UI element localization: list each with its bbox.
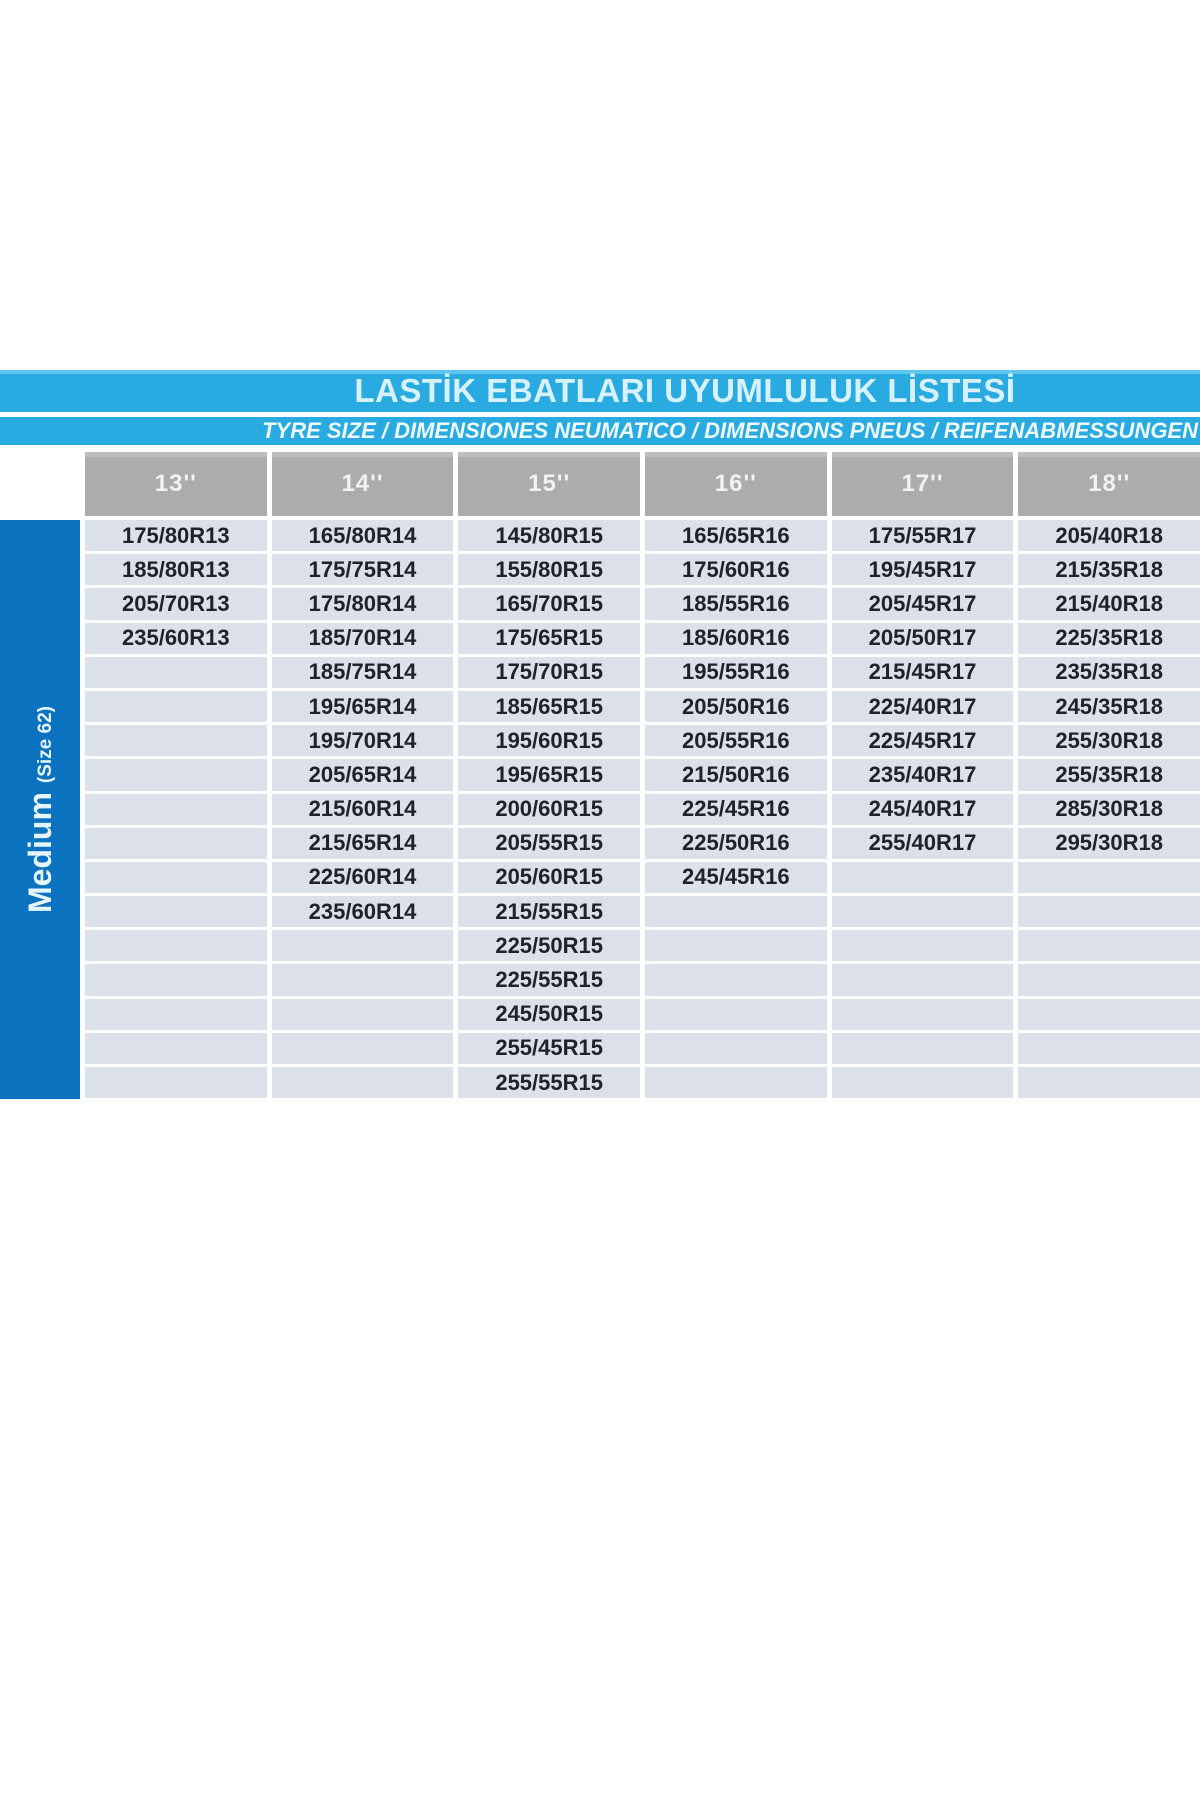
tire-size-cell: 165/65R16 xyxy=(645,520,827,551)
tire-size-cell xyxy=(272,964,454,995)
tire-size-cell: 285/30R18 xyxy=(1018,794,1200,825)
tire-size-cell: 185/65R15 xyxy=(458,691,640,722)
sidebar-rotated-label xyxy=(22,706,59,913)
tire-size-cell xyxy=(85,930,267,961)
tire-size-cell: 215/65R14 xyxy=(272,828,454,859)
tire-size-cell: 185/75R14 xyxy=(272,657,454,688)
tire-size-cell xyxy=(1018,930,1200,961)
tire-size-cell xyxy=(85,828,267,859)
wheel-size-header-17: 17'' xyxy=(832,452,1014,516)
tire-size-cell: 205/50R17 xyxy=(832,623,1014,654)
sidebar-label-medium: Medium xyxy=(21,792,58,913)
tire-size-cell xyxy=(85,862,267,893)
tire-size-cell xyxy=(1018,896,1200,927)
tire-size-cell: 245/45R16 xyxy=(645,862,827,893)
tire-size-cell: 205/55R16 xyxy=(645,725,827,756)
size-grid xyxy=(85,520,1200,1098)
tire-size-cell: 205/50R16 xyxy=(645,691,827,722)
subtitle-text: TYRE SIZE / DIMENSIONES NEUMATICO / DIMENSIONS PNEUS / REIFENABMESSUNGEN xyxy=(262,418,1198,443)
tire-size-cell: 195/65R15 xyxy=(458,759,640,790)
tire-size-cell: 155/80R15 xyxy=(458,554,640,585)
tire-size-cell xyxy=(85,1067,267,1098)
tire-size-cell: 165/80R14 xyxy=(272,520,454,551)
tire-size-cell: 185/70R14 xyxy=(272,623,454,654)
tire-size-cell: 225/50R16 xyxy=(645,828,827,859)
tire-size-cell: 175/80R13 xyxy=(85,520,267,551)
tire-size-cell xyxy=(1018,999,1200,1030)
tire-size-cell: 185/55R16 xyxy=(645,588,827,619)
sidebar-sublabel-size62: (Size 62) xyxy=(34,706,56,784)
tire-size-cell xyxy=(85,794,267,825)
tire-size-cell: 215/45R17 xyxy=(832,657,1014,688)
tire-size-cell: 175/65R15 xyxy=(458,623,640,654)
tire-size-cell: 235/60R14 xyxy=(272,896,454,927)
tire-size-cell: 200/60R15 xyxy=(458,794,640,825)
corner-cell xyxy=(0,452,80,516)
subtitle-band xyxy=(0,417,1200,445)
tire-size-cell: 225/60R14 xyxy=(272,862,454,893)
tire-size-cell xyxy=(832,862,1014,893)
tire-size-cell: 245/50R15 xyxy=(458,999,640,1030)
tire-size-cell: 195/65R14 xyxy=(272,691,454,722)
wheel-size-header-18: 18'' xyxy=(1018,452,1200,516)
wheel-size-header-14: 14'' xyxy=(272,452,454,516)
tire-size-cell: 245/35R18 xyxy=(1018,691,1200,722)
tire-size-cell: 225/55R15 xyxy=(458,964,640,995)
tire-size-cell: 245/40R17 xyxy=(832,794,1014,825)
tire-size-cell xyxy=(832,930,1014,961)
tire-size-cell xyxy=(85,964,267,995)
tire-size-cell xyxy=(832,999,1014,1030)
tire-size-cell xyxy=(1018,1033,1200,1064)
tire-size-cell: 235/35R18 xyxy=(1018,657,1200,688)
tire-size-cell xyxy=(1018,964,1200,995)
tire-size-cell: 225/45R17 xyxy=(832,725,1014,756)
tire-size-cell: 235/60R13 xyxy=(85,623,267,654)
tire-size-cell xyxy=(85,999,267,1030)
wheel-size-header-16: 16'' xyxy=(645,452,827,516)
tire-size-cell: 215/50R16 xyxy=(645,759,827,790)
tire-size-cell xyxy=(832,964,1014,995)
tire-size-cell xyxy=(85,1033,267,1064)
tire-size-cell: 215/40R18 xyxy=(1018,588,1200,619)
wheel-size-header-13: 13'' xyxy=(85,452,267,516)
tire-size-cell: 175/75R14 xyxy=(272,554,454,585)
tire-size-cell: 205/65R14 xyxy=(272,759,454,790)
tire-size-cell xyxy=(645,930,827,961)
tire-size-cell: 205/55R15 xyxy=(458,828,640,859)
header-row xyxy=(85,452,1200,516)
tire-size-cell xyxy=(832,896,1014,927)
size-group-sidebar xyxy=(0,520,80,1099)
tire-size-cell: 145/80R15 xyxy=(458,520,640,551)
tire-size-cell: 205/40R18 xyxy=(1018,520,1200,551)
tire-size-cell xyxy=(85,657,267,688)
tire-size-cell xyxy=(85,725,267,756)
tire-size-cell: 255/55R15 xyxy=(458,1067,640,1098)
tire-size-cell xyxy=(272,1033,454,1064)
tire-size-cell: 185/80R13 xyxy=(85,554,267,585)
tire-size-cell: 205/70R13 xyxy=(85,588,267,619)
tire-size-cell xyxy=(645,964,827,995)
tire-size-cell xyxy=(85,691,267,722)
tire-size-cell: 195/60R15 xyxy=(458,725,640,756)
tire-size-cell: 215/35R18 xyxy=(1018,554,1200,585)
tire-size-cell xyxy=(272,930,454,961)
tire-size-cell: 255/40R17 xyxy=(832,828,1014,859)
tire-size-cell xyxy=(832,1033,1014,1064)
tire-size-cell: 175/60R16 xyxy=(645,554,827,585)
wheel-size-header-15: 15'' xyxy=(458,452,640,516)
tire-size-cell: 255/45R15 xyxy=(458,1033,640,1064)
tire-size-cell xyxy=(85,759,267,790)
tire-size-cell: 165/70R15 xyxy=(458,588,640,619)
tire-size-cell xyxy=(272,999,454,1030)
tire-size-cell xyxy=(1018,862,1200,893)
tire-size-cell: 255/35R18 xyxy=(1018,759,1200,790)
title-banner xyxy=(0,370,1200,412)
tire-size-cell: 215/55R15 xyxy=(458,896,640,927)
page-title: LASTİK EBATLARI UYUMLULUK LİSTESİ xyxy=(354,372,1016,409)
tire-size-cell xyxy=(645,999,827,1030)
tire-size-cell xyxy=(272,1067,454,1098)
tire-size-cell xyxy=(1018,1067,1200,1098)
tire-size-cell: 225/35R18 xyxy=(1018,623,1200,654)
tire-size-cell: 255/30R18 xyxy=(1018,725,1200,756)
tire-size-cell xyxy=(645,1067,827,1098)
tire-size-cell xyxy=(645,896,827,927)
tire-size-cell: 195/55R16 xyxy=(645,657,827,688)
tire-size-cell xyxy=(832,1067,1014,1098)
tire-size-cell: 195/45R17 xyxy=(832,554,1014,585)
tire-size-cell: 175/80R14 xyxy=(272,588,454,619)
tire-size-cell: 175/70R15 xyxy=(458,657,640,688)
tire-size-cell: 195/70R14 xyxy=(272,725,454,756)
tire-size-cell: 295/30R18 xyxy=(1018,828,1200,859)
tire-size-cell: 235/40R17 xyxy=(832,759,1014,790)
tire-size-cell: 225/40R17 xyxy=(832,691,1014,722)
tire-size-cell: 185/60R16 xyxy=(645,623,827,654)
tire-size-cell: 215/60R14 xyxy=(272,794,454,825)
tire-size-cell xyxy=(85,896,267,927)
tire-size-cell: 225/45R16 xyxy=(645,794,827,825)
tire-size-cell: 205/45R17 xyxy=(832,588,1014,619)
tire-size-cell: 205/60R15 xyxy=(458,862,640,893)
tire-size-cell xyxy=(645,1033,827,1064)
tire-size-cell: 175/55R17 xyxy=(832,520,1014,551)
tire-size-cell: 225/50R15 xyxy=(458,930,640,961)
